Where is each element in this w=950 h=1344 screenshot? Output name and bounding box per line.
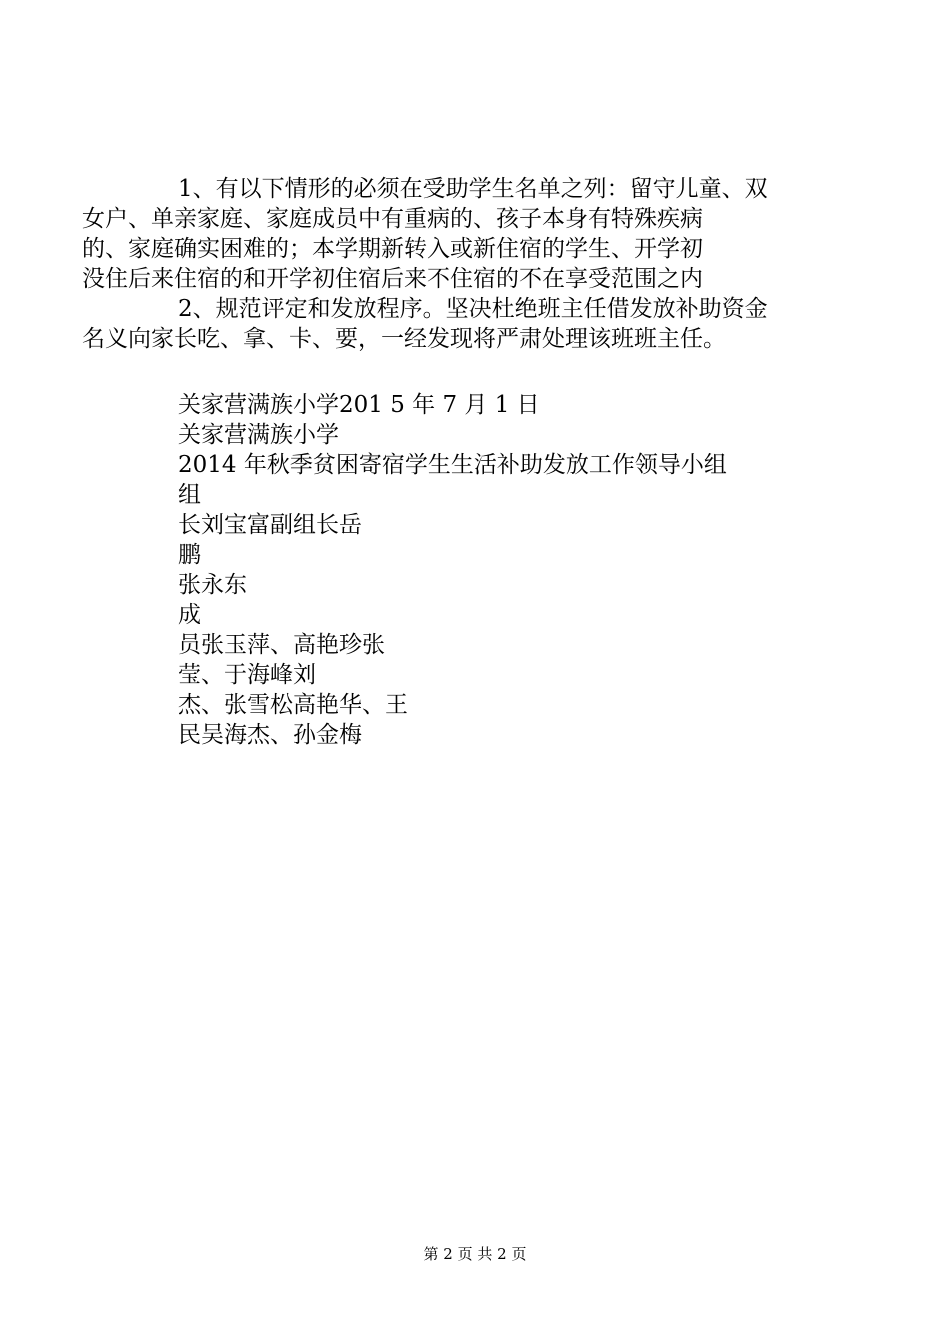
paragraph-1 [82, 174, 835, 294]
signature-line: 关家营满族小学201 5 年 7 月 1 日 [178, 392, 540, 418]
signature-line: 关家营满族小学 [178, 422, 339, 448]
body-text [82, 174, 835, 354]
paragraph-line: 的、家庭确实困难的；本学期新转入或新住宿的学生、开学初 [82, 236, 703, 262]
signature-line: 张永东 [178, 572, 247, 598]
signature-line: 组 [178, 482, 201, 508]
signature-line: 长刘宝富副组长岳 [178, 512, 362, 538]
signature-line: 民吴海杰、孙金梅 [178, 722, 362, 748]
signature-line: 莹、于海峰刘 [178, 662, 316, 688]
paragraph-line: 女户、单亲家庭、家庭成员中有重病的、孩子本身有特殊疾病 [82, 206, 703, 232]
paragraph-line: 没住后来住宿的和开学初住宿后来不住宿的不在享受范围之内 [82, 266, 703, 292]
paragraph-line: 名义向家长吃、拿、卡、要，一经发现将严肃处理该班班主任。 [82, 326, 726, 352]
paragraph-line: 1、有以下情形的必须在受助学生名单之列：留守儿童、双 [178, 176, 768, 202]
signature-block [178, 390, 798, 750]
paragraph-line: 2、规范评定和发放程序。坚决杜绝班主任借发放补助资金 [178, 296, 768, 322]
signature-line: 成 [178, 602, 201, 628]
signature-line: 鹏 [178, 542, 201, 568]
signature-line: 2014 年秋季贫困寄宿学生生活补助发放工作领导小组 [178, 452, 727, 478]
signature-line: 杰、张雪松高艳华、王 [178, 692, 408, 718]
page-footer: 第 2 页 共 2 页 [423, 1245, 527, 1263]
signature-line: 员张玉萍、高艳珍张 [178, 632, 385, 658]
paragraph-2 [82, 294, 835, 354]
